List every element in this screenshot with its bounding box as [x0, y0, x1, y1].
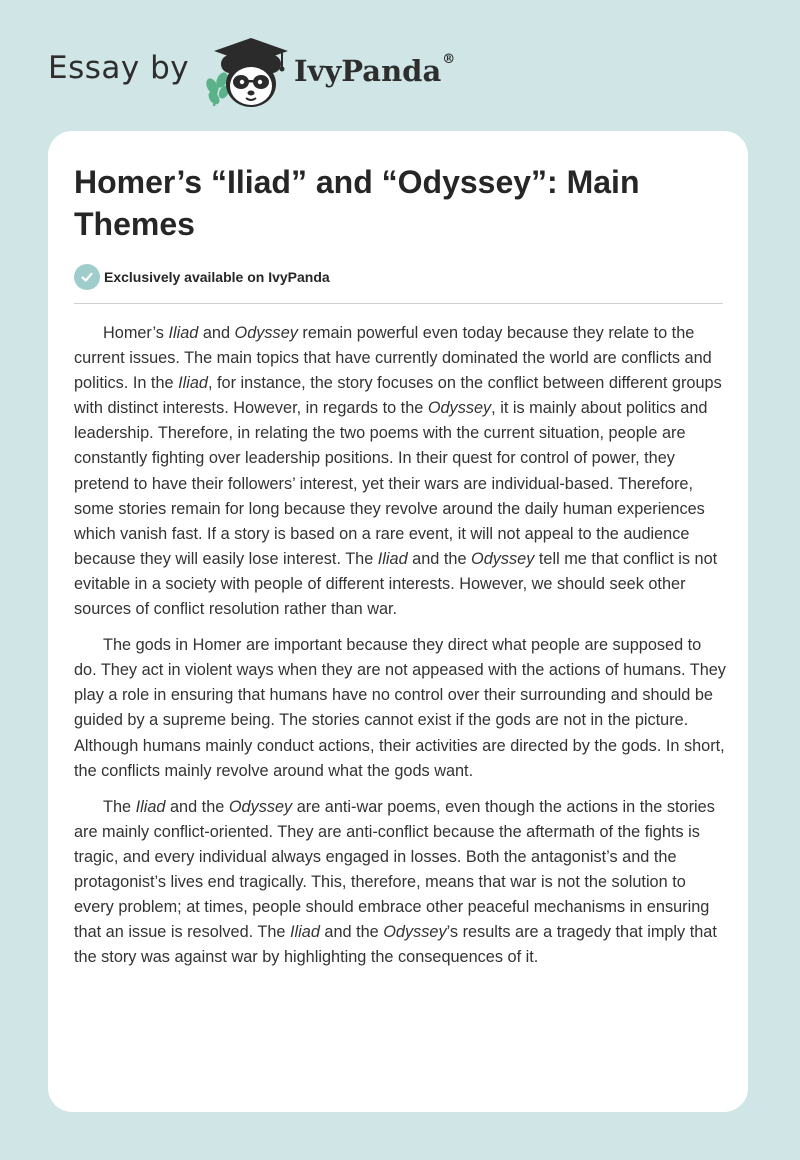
text-run: and	[198, 324, 235, 342]
text-run: ’s results are a tragedy that imply that the story was against war by highlighting the consequences of it.	[74, 923, 717, 967]
text-run: Homer’s	[103, 324, 169, 342]
panda-logo-icon	[202, 34, 292, 110]
italic-title-run: Iliad	[135, 797, 166, 816]
italic-title-run: Odyssey	[427, 399, 492, 418]
italic-title-run: Iliad	[377, 549, 408, 568]
essay-title: Homer’s “Iliad” and “Odyssey”: Main Themes	[74, 164, 640, 242]
text-run: The gods in Homer are important because they direct what people are supposed to do. They act in violent ways when they are not appeased with the actions of humans. They play a role in ensuring that humans have no control over their surrounding and should be guided by a supreme being. The stories cannot exist if the gods are not in the picture. Although humans mainly conduct actions, their activities are directed by the gods. In short, the conflicts mainly revolve around what the gods want.	[74, 636, 726, 780]
text-run: remain powerful even today because they relate to the current issues. The main topics that have currently dominated the world are conflicts and politics. In the	[74, 324, 712, 393]
exclusive-badge-label: Exclusively available on IvyPanda	[104, 269, 330, 285]
text-run: and the	[165, 797, 229, 816]
site-header	[48, 30, 768, 110]
text-run: , for instance, the story focuses on the conflict between different groups with distinct interests. However, in regards to the	[74, 374, 722, 418]
brand-name: IvyPanda®	[294, 52, 456, 88]
text-run: The	[103, 797, 136, 816]
italic-title-run: Iliad	[178, 374, 208, 393]
text-run: and the	[407, 549, 472, 568]
italic-title-run: Odyssey	[383, 923, 447, 942]
essay-by-label: Essay by	[48, 50, 190, 86]
paragraph-3	[74, 795, 726, 971]
text-run: are anti-war poems, even though the actions in the stories are mainly conflict-oriented. They are anti-conflict because the aftermath of the fights is tragic, and every individual always engaged in losses. Both the antagonist’s and the protagonist’s lives end tragically. This, therefore, means that war is not the solution to every problem; at times, people should embrace other peaceful mechanisms in ensuring that an issue is resolved. The	[74, 797, 715, 942]
divider	[74, 303, 723, 304]
essay-card	[48, 131, 748, 1112]
essay-body	[74, 321, 726, 981]
checkmark-icon	[74, 264, 100, 290]
italic-title-run: Odyssey	[228, 797, 293, 816]
italic-title-run: Odyssey	[471, 549, 535, 568]
italic-title-run: Odyssey	[234, 324, 298, 342]
italic-title-run: Iliad	[290, 923, 320, 942]
paragraph-2	[74, 633, 726, 784]
text-run: and the	[319, 923, 384, 942]
text-run: tell me that conflict is not evitable in a society with people of different interests. However, we should seek other sources of conflict resolution rather than war.	[74, 549, 718, 619]
italic-title-run: Iliad	[168, 324, 199, 342]
text-run: , it is mainly about politics and leadership. Therefore, in relating the two poems with the current situation, people are constantly fighting over leadership positions. In their quest for control of power, they pretend to have their followers’ interest, yet their wars are individual-based. Therefore, some stories remain for long because they revolve around the daily human experiences which vanish fast. If a story is based on a rare event, it will not appeal to the audience because they will easily lose interest. The	[74, 399, 708, 568]
paragraph-1	[74, 321, 726, 622]
registered-mark: ®	[442, 52, 456, 67]
exclusive-badge	[74, 264, 330, 290]
